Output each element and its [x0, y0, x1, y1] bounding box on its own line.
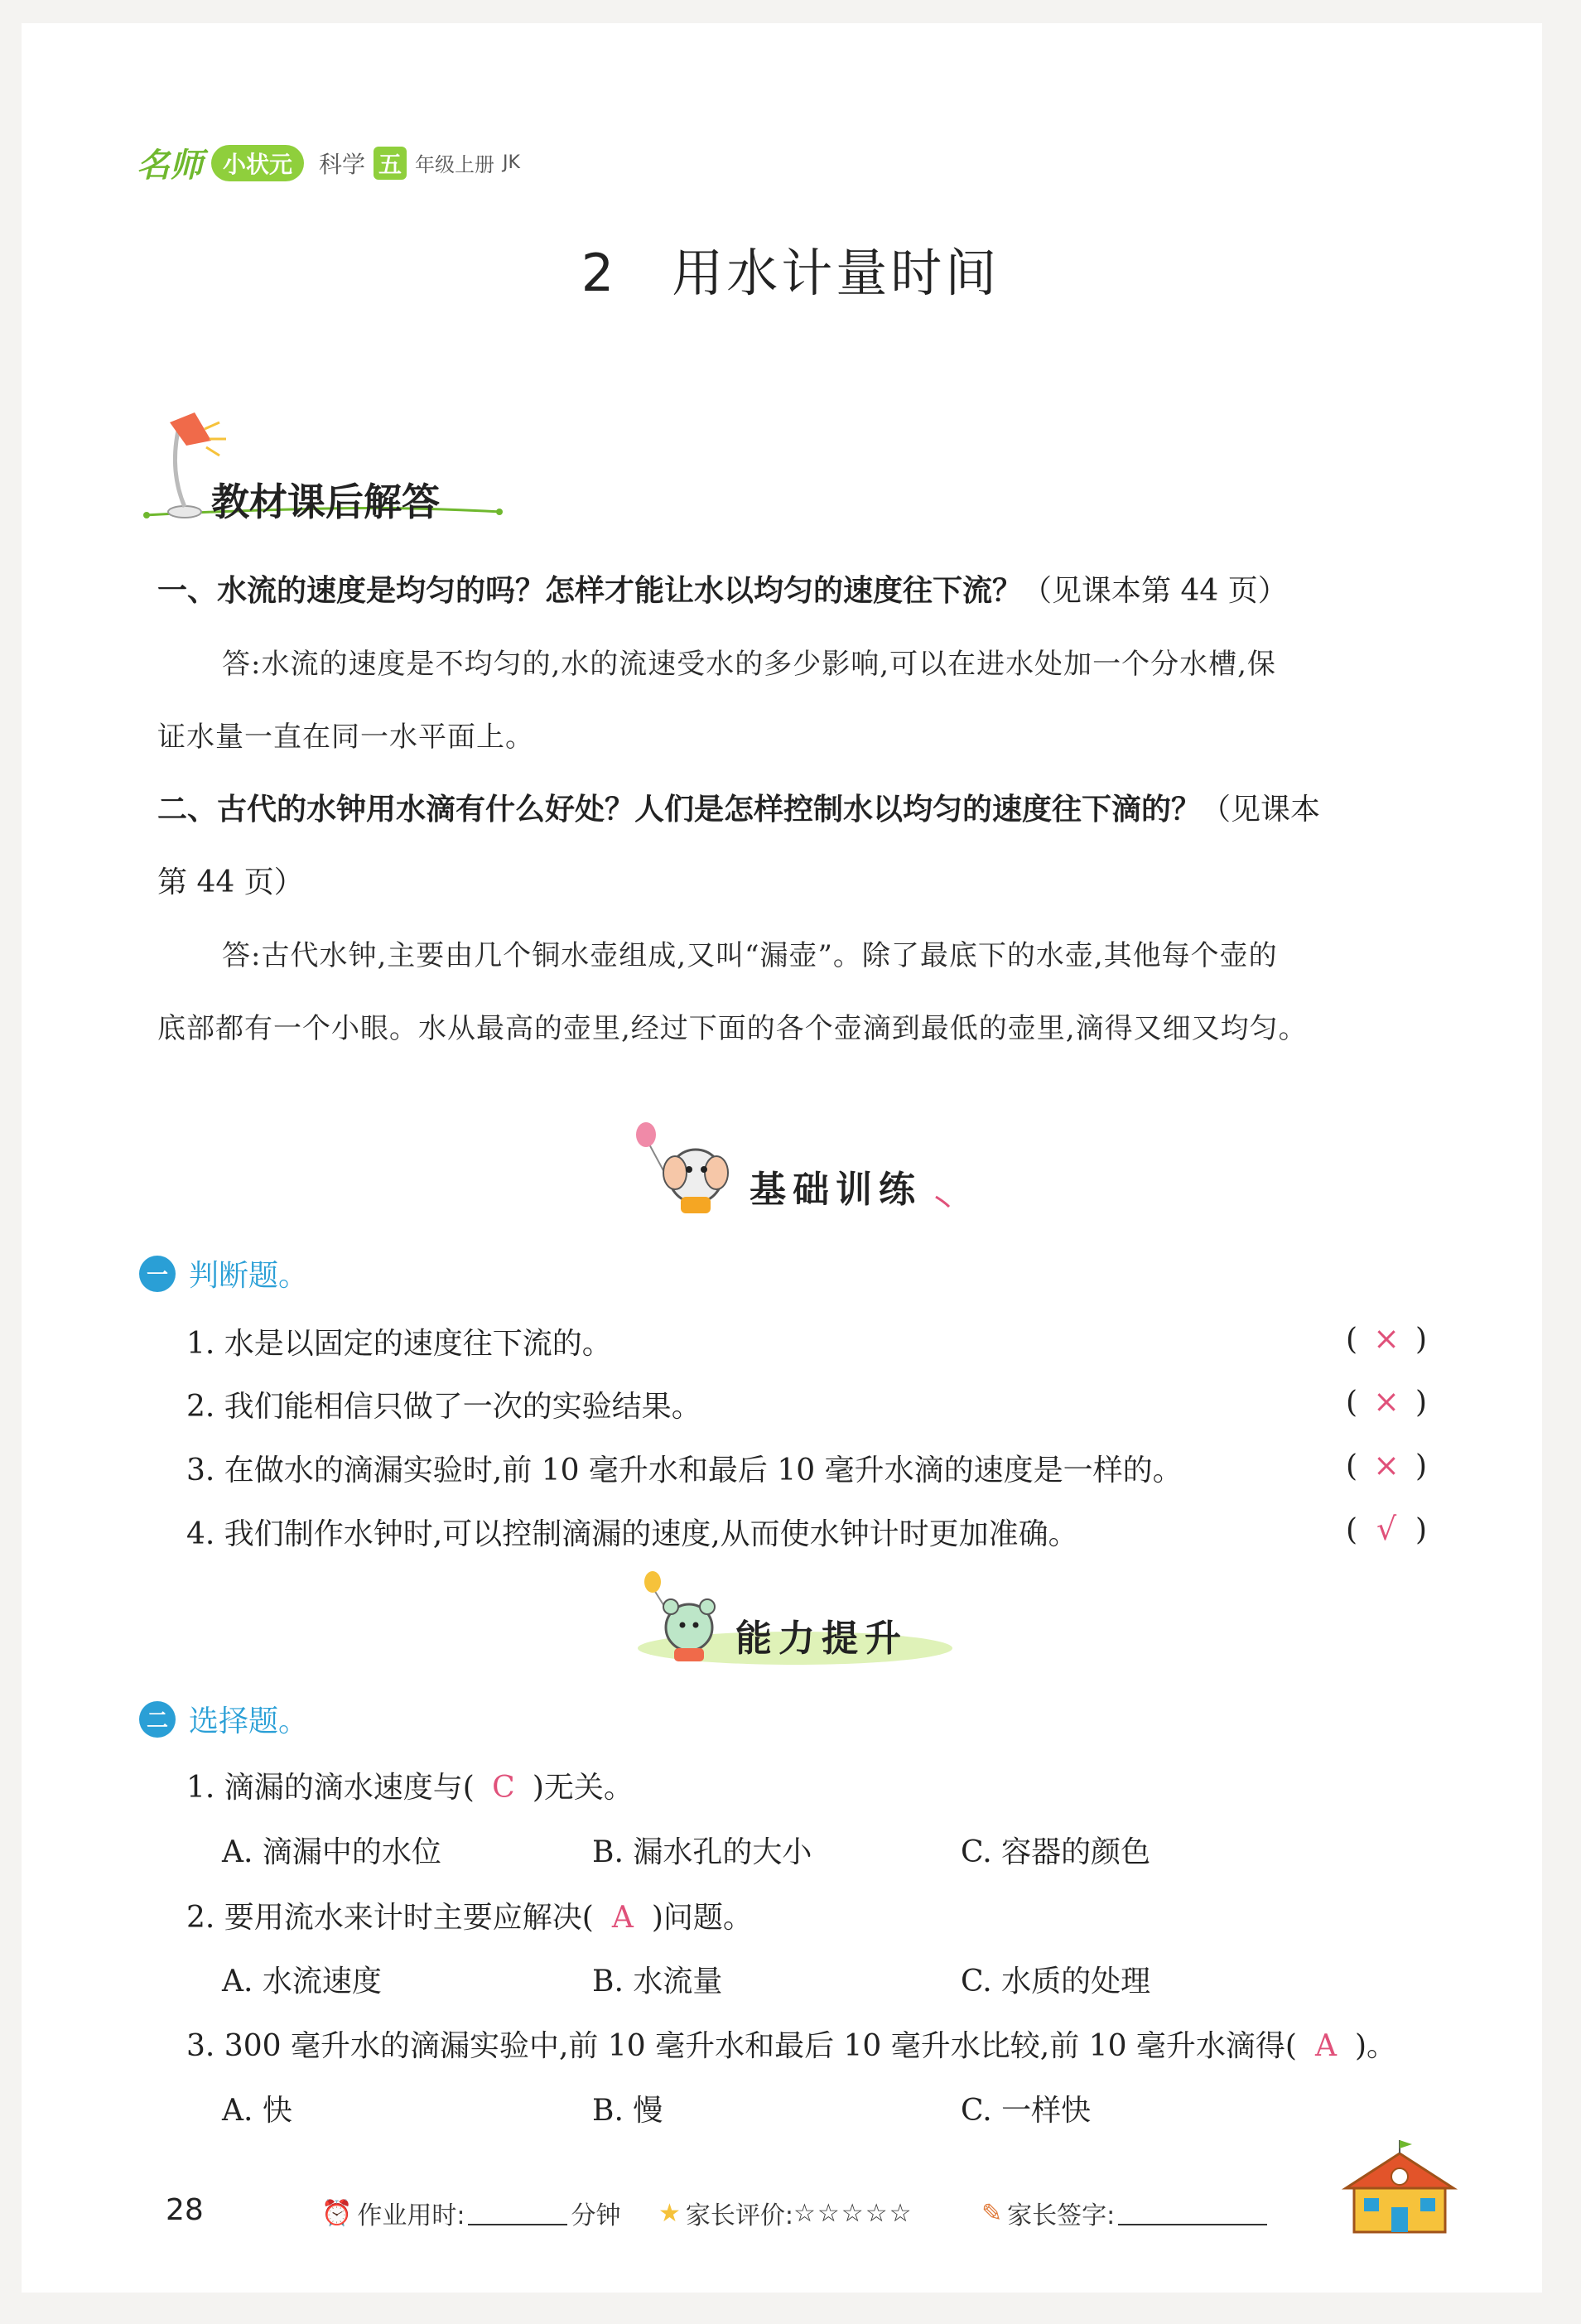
judgment-item-2: 2. 我们能相信只做了一次的实验结果。	[186, 1390, 701, 1424]
choice-question-3: 3. 300 毫升水的滴漏实验中,前 10 毫升水和最后 10 毫升水比较,前 10 毫升水滴得( A )。	[186, 2029, 1397, 2063]
choice-2-option-a: A. 水流速度	[222, 1965, 382, 1999]
header-grade-rest: 年级上册	[415, 153, 495, 176]
brand-pill: 小状元	[211, 145, 304, 181]
header-grade-box: 五	[374, 147, 407, 180]
answer-2-line-1: 答:古代水钟,主要由几个铜水壶组成,又叫“漏壶”。除了最底下的水壶,其他每个壶的	[222, 939, 1278, 972]
parent-rating	[658, 2195, 913, 2231]
textbook-answers-heading: 教材课后解答	[211, 480, 440, 524]
choice-question-1: 1. 滴漏的滴水速度与( C )无关。	[186, 1771, 634, 1805]
question-2	[157, 774, 1320, 846]
pencil-icon: ✎	[981, 2198, 1003, 2228]
choice-section-heading	[139, 1698, 308, 1740]
basic-training-banner: 基础训练	[750, 1169, 922, 1211]
judgment-item-1: 1. 水是以固定的速度往下流的。	[186, 1327, 612, 1361]
choice-answer-2: A	[611, 1901, 634, 1935]
question-1-ref: （见课本第 44 页）	[1022, 574, 1288, 608]
homework-time	[321, 2195, 620, 2231]
judgment-answer-4: ( √ )	[1346, 1511, 1428, 1547]
section-number-badge-2: 二	[139, 1701, 176, 1738]
rating-stars[interactable]: ☆☆☆☆☆	[793, 2198, 913, 2228]
choice-section-title: 选择题。	[189, 1704, 309, 1738]
question-1-text: 一、水流的速度是均匀的吗？怎样才能让水以均匀的速度往下流？	[157, 574, 1023, 608]
judgment-answer-1: ( × )	[1346, 1320, 1428, 1357]
section-number-badge-1: 一	[139, 1256, 176, 1292]
minutes-label: 分钟	[571, 2201, 621, 2230]
choice-1-option-c: C. 容器的颜色	[961, 1835, 1151, 1869]
choice-1-option-b: B. 漏水孔的大小	[592, 1835, 812, 1869]
choice-3-option-b: B. 慢	[592, 2094, 663, 2128]
choice-3-option-a: A. 快	[222, 2094, 292, 2128]
question-2-ref-2: 第 44 页）	[157, 865, 304, 899]
header-subject: 科学	[319, 150, 366, 178]
question-2-ref-2-wrap	[157, 846, 304, 919]
choice-1-option-a: A. 滴漏中的水位	[222, 1835, 441, 1869]
answer-2-line-2: 底部都有一个小眼。水从最高的壶里,经过下面的各个壶滴到最低的壶里,滴得又细又均匀。	[157, 1012, 1308, 1045]
question-2-ref-1: （见课本	[1201, 793, 1321, 827]
answer-1-line-2: 证水量一直在同一水平面上。	[157, 721, 534, 754]
star-icon: ★	[658, 2198, 681, 2228]
choice-question-2: 2. 要用流水来计时主要应解决( A )问题。	[186, 1901, 753, 1935]
header-edition: JK	[503, 152, 520, 173]
parent-signature	[981, 2195, 1267, 2231]
parent-rating-label: 家长评价:	[685, 2201, 794, 2230]
judgment-section-title: 判断题。	[189, 1259, 309, 1293]
running-header	[137, 139, 520, 186]
signature-blank[interactable]	[1118, 2201, 1267, 2225]
alarm-clock-icon: ⏰	[321, 2198, 353, 2228]
judgment-item-3: 3. 在做水的滴漏实验时,前 10 毫升水和最后 10 毫升水滴的速度是一样的。	[186, 1454, 1183, 1487]
ability-banner: 能力提升	[735, 1618, 908, 1660]
question-2-text: 二、古代的水钟用水滴有什么好处？人们是怎样控制水以均匀的速度往下滴的？	[157, 793, 1202, 827]
choice-2-option-b: B. 水流量	[592, 1965, 723, 1999]
answer-1-line-1: 答:水流的速度是不均匀的,水的流速受水的多少影响,可以在进水处加一个分水槽,保	[222, 648, 1276, 681]
check-mark-icon: √	[1376, 1511, 1397, 1547]
judgment-item-4: 4. 我们制作水钟时,可以控制滴漏的速度,从而使水钟计时更加准确。	[186, 1517, 1078, 1551]
judgment-section-heading	[139, 1252, 308, 1295]
question-1	[157, 555, 1288, 628]
cross-mark-icon: ×	[1373, 1447, 1400, 1483]
judgment-answer-3: ( × )	[1346, 1447, 1428, 1483]
choice-3-option-c: C. 一样快	[961, 2094, 1092, 2128]
homework-time-blank[interactable]	[468, 2201, 567, 2225]
brand-script: 名师	[137, 146, 203, 185]
page-title: 2 用水计量时间	[581, 243, 1000, 303]
cross-mark-icon: ×	[1373, 1383, 1400, 1420]
choice-answer-1: C	[492, 1771, 515, 1805]
page-number: 28	[166, 2193, 204, 2227]
parent-signature-label: 家长签字:	[1007, 2201, 1116, 2230]
choice-2-option-c: C. 水质的处理	[961, 1965, 1151, 1999]
school-building-icon	[1338, 2137, 1462, 2236]
cross-mark-icon: ×	[1373, 1320, 1400, 1357]
homework-time-label: 作业用时:	[357, 2201, 465, 2230]
judgment-answer-2: ( × )	[1346, 1383, 1428, 1420]
choice-answer-3: A	[1314, 2029, 1337, 2063]
